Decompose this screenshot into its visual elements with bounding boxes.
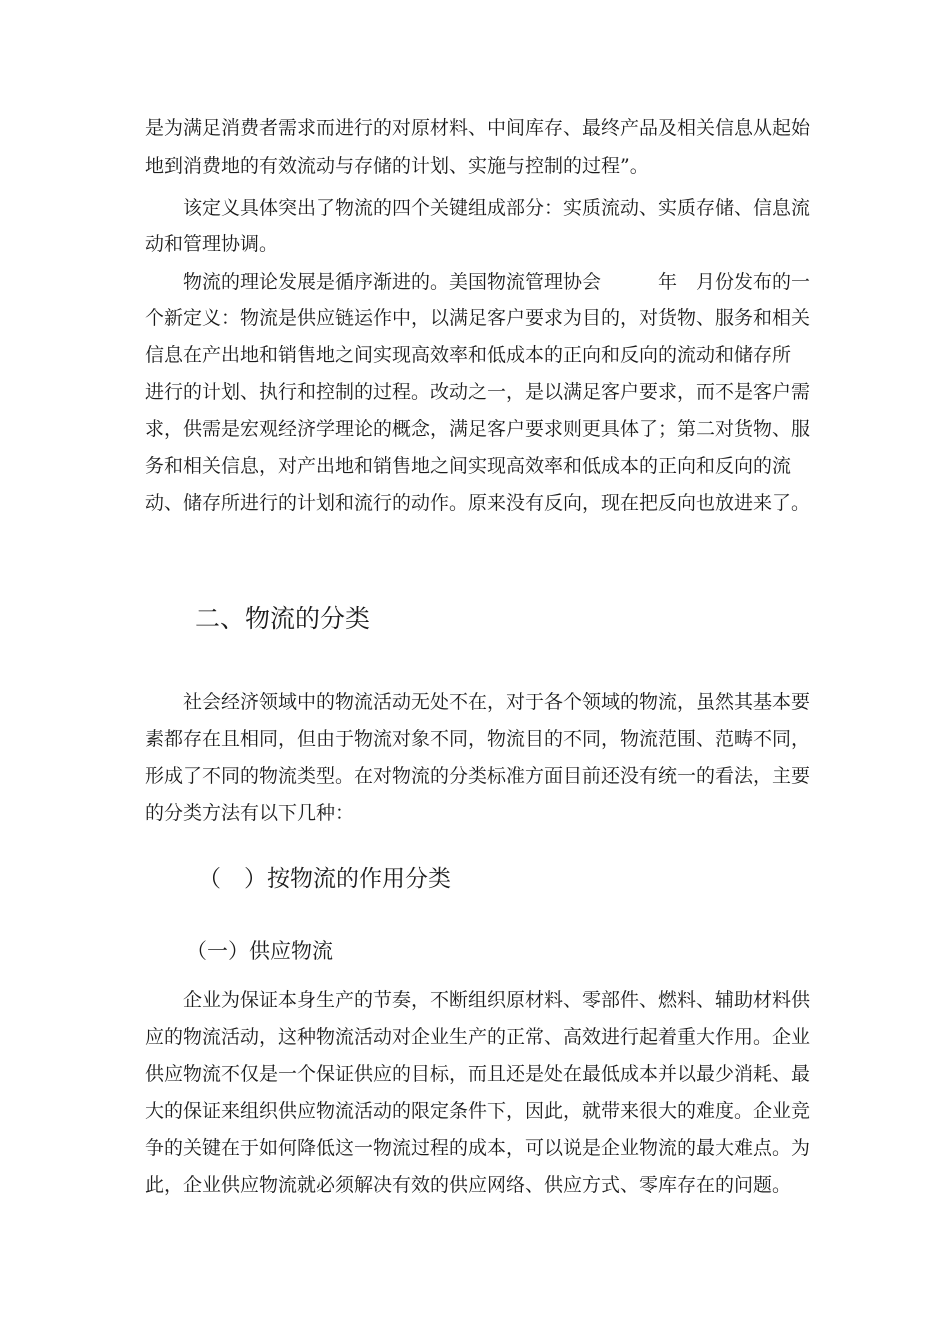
paragraph-4-line-3: 形成了不同的物流类型。在对物流的分类标准方面目前还没有统一的看法，主要: [145, 765, 811, 787]
paragraph-3-line-5: 求，供需是宏观经济学理论的概念，满足客户要求则更具体了；第二对货物、服: [145, 418, 811, 440]
paragraph-5-line-2: 应的物流活动，这种物流活动对企业生产的正常、高效进行起着重大作用。企业: [145, 1026, 811, 1048]
paragraph-3-line-4: 进行的计划、执行和控制的过程。改动之一，是以满足客户要求，而不是客户需: [145, 381, 811, 403]
paragraph-1-line-2: 地到消费地的有效流动与存储的计划、实施与控制的过程”。: [145, 155, 649, 177]
paragraph-5-line-4: 大的保证来组织供应物流活动的限定条件下，因此，就带来很大的难度。企业竞: [145, 1100, 811, 1122]
paragraph-2-line-2: 动和管理协调。: [145, 233, 279, 255]
paragraph-3-line-6: 务和相关信息，对产出地和销售地之间实现高效率和低成本的正向和反向的流: [145, 455, 792, 477]
paragraph-5-line-3: 供应物流不仅是一个保证供应的目标，而且还是处在最低成本并以最少消耗、最: [145, 1063, 811, 1085]
paragraph-3-line-1: 物流的理论发展是循序渐进的。美国物流管理协会 年 月份发布的一: [183, 271, 811, 293]
paragraph-5-line-6: 此，企业供应物流就必须解决有效的供应网络、供应方式、零库存在的问题。: [145, 1174, 792, 1196]
section-heading: 二、物流的分类: [195, 604, 371, 633]
subsection-heading: （ ）按物流的作用分类: [198, 866, 451, 892]
paragraph-4-line-1: 社会经济领域中的物流活动无处不在，对于各个领域的物流，虽然其基本要: [183, 691, 811, 713]
paragraph-5-line-5: 争的关键在于如何降低这一物流过程的成本，可以说是企业物流的最大难点。为: [145, 1137, 811, 1159]
paragraph-1-line-1: 是为满足消费者需求而进行的对原材料、中间库存、最终产品及相关信息从起始: [145, 117, 811, 139]
paragraph-2-line-1: 该定义具体突出了物流的四个关键组成部分：实质流动、实质存储、信息流: [183, 197, 811, 219]
paragraph-3-line-7: 动、储存所进行的计划和流行的动作。原来没有反向，现在把反向也放进来了。: [145, 492, 811, 514]
paragraph-5-line-1: 企业为保证本身生产的节奏，不断组织原材料、零部件、燃料、辅助材料供: [183, 989, 811, 1011]
subsubsection-heading: （一）供应物流: [186, 939, 333, 963]
paragraph-3-line-2: 个新定义：物流是供应链运作中，以满足客户要求为目的，对货物、服务和相关: [145, 307, 811, 329]
paragraph-4-line-2: 素都存在且相同，但由于物流对象不同，物流目的不同，物流范围、范畴不同，: [145, 728, 811, 750]
paragraph-4-line-4: 的分类方法有以下几种：: [145, 802, 355, 824]
paragraph-3-line-3: 信息在产出地和销售地之间实现高效率和低成本的正向和反向的流动和储存所: [145, 344, 792, 366]
